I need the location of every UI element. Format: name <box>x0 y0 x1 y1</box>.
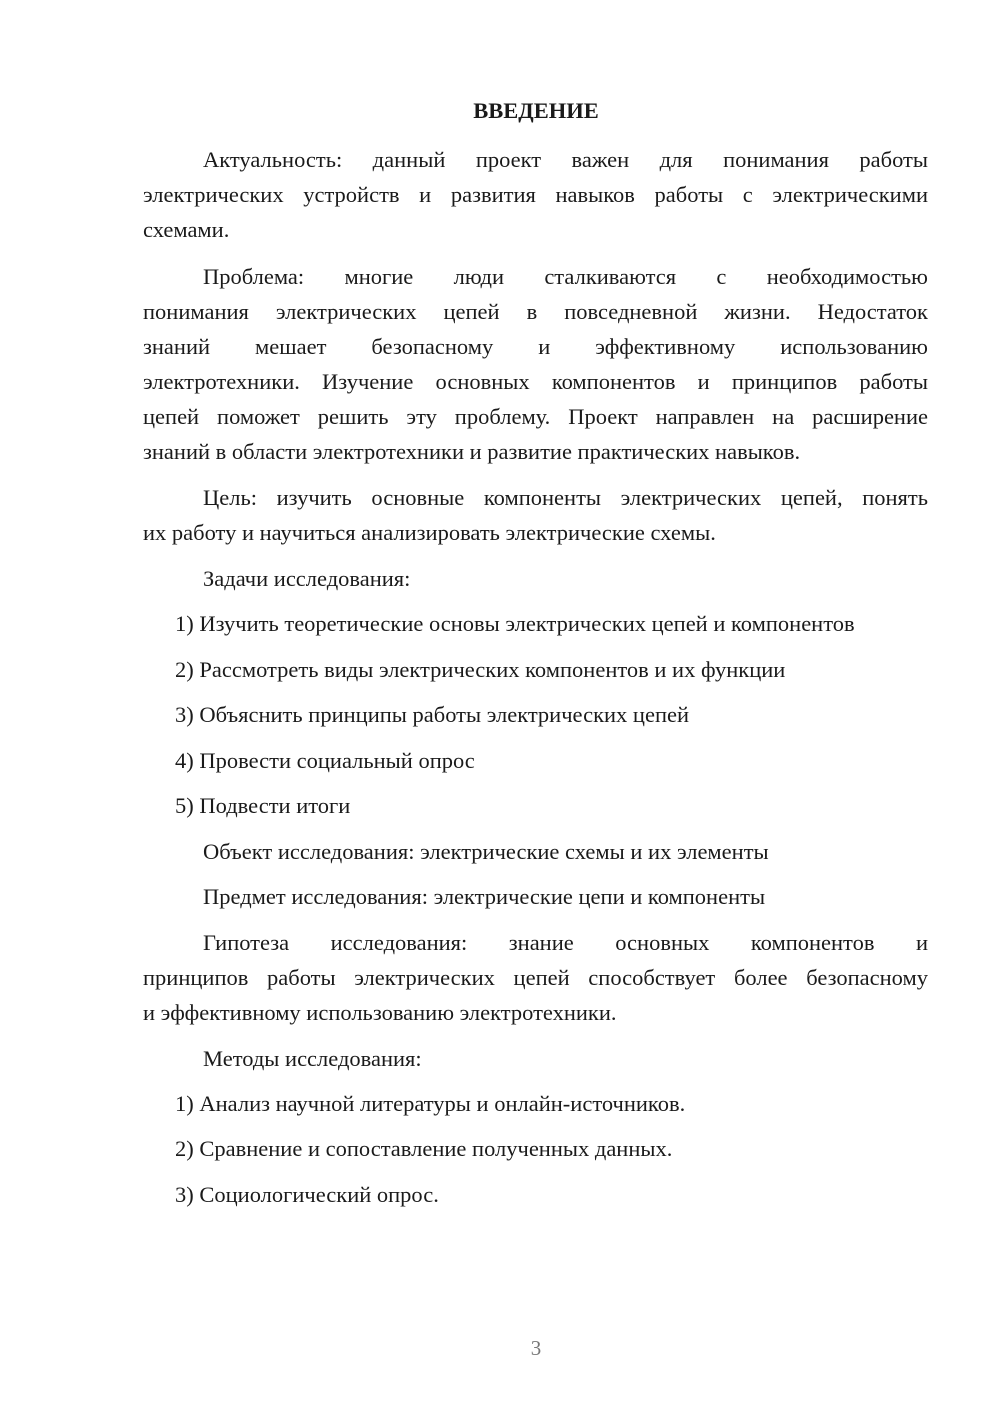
problem-line-2: понимания электрических цепей в повседневной жизни. Недостаток <box>143 299 928 324</box>
task-item-5: 5) Подвести итоги <box>175 793 351 818</box>
method-item-3: 3) Социологический опрос. <box>175 1182 439 1207</box>
relevance-line-1: Актуальность: данный проект важен для понимания работы <box>203 147 928 172</box>
relevance-line-2: электрических устройств и развития навыков работы с электрическими <box>143 182 928 207</box>
goal-line-1: Цель: изучить основные компоненты электрических цепей, понять <box>203 485 928 510</box>
task-item-1: 1) Изучить теоретические основы электрических цепей и компонентов <box>175 611 855 636</box>
task-item-4: 4) Провести социальный опрос <box>175 748 475 773</box>
relevance-line-3: схемами. <box>143 217 230 242</box>
problem-line-3: знаний мешает безопасному и эффективному использованию <box>143 334 928 359</box>
problem-line-1: Проблема: многие люди сталкиваются с необходимостью <box>203 264 928 289</box>
hypothesis-line-3: и эффективному использованию электротехники. <box>143 1000 617 1025</box>
research-subject: Предмет исследования: электрические цепи и компоненты <box>203 884 766 909</box>
method-item-1: 1) Анализ научной литературы и онлайн-источников. <box>175 1091 686 1116</box>
hypothesis-line-1: Гипотеза исследования: знание основных компонентов и <box>203 930 928 955</box>
problem-line-5: цепей поможет решить эту проблему. Проект направлен на расширение <box>143 404 928 429</box>
research-object: Объект исследования: электрические схемы и их элементы <box>203 839 769 864</box>
tasks-heading: Задачи исследования: <box>203 566 411 591</box>
problem-line-6: знаний в области электротехники и развитие практических навыков. <box>143 439 801 464</box>
task-item-2: 2) Рассмотреть виды электрических компонентов и их функции <box>175 657 786 682</box>
goal-line-2: их работу и научиться анализировать электрические схемы. <box>143 520 716 545</box>
methods-heading: Методы исследования: <box>203 1046 422 1071</box>
page-number: 3 <box>530 1336 542 1360</box>
method-item-2: 2) Сравнение и сопоставление полученных данных. <box>175 1136 673 1161</box>
page-title: ВВЕДЕНИЕ <box>473 98 599 123</box>
hypothesis-line-2: принципов работы электрических цепей способствует более безопасному <box>143 965 928 990</box>
task-item-3: 3) Объяснить принципы работы электрических цепей <box>175 702 690 727</box>
problem-line-4: электротехники. Изучение основных компонентов и принципов работы <box>143 369 928 394</box>
